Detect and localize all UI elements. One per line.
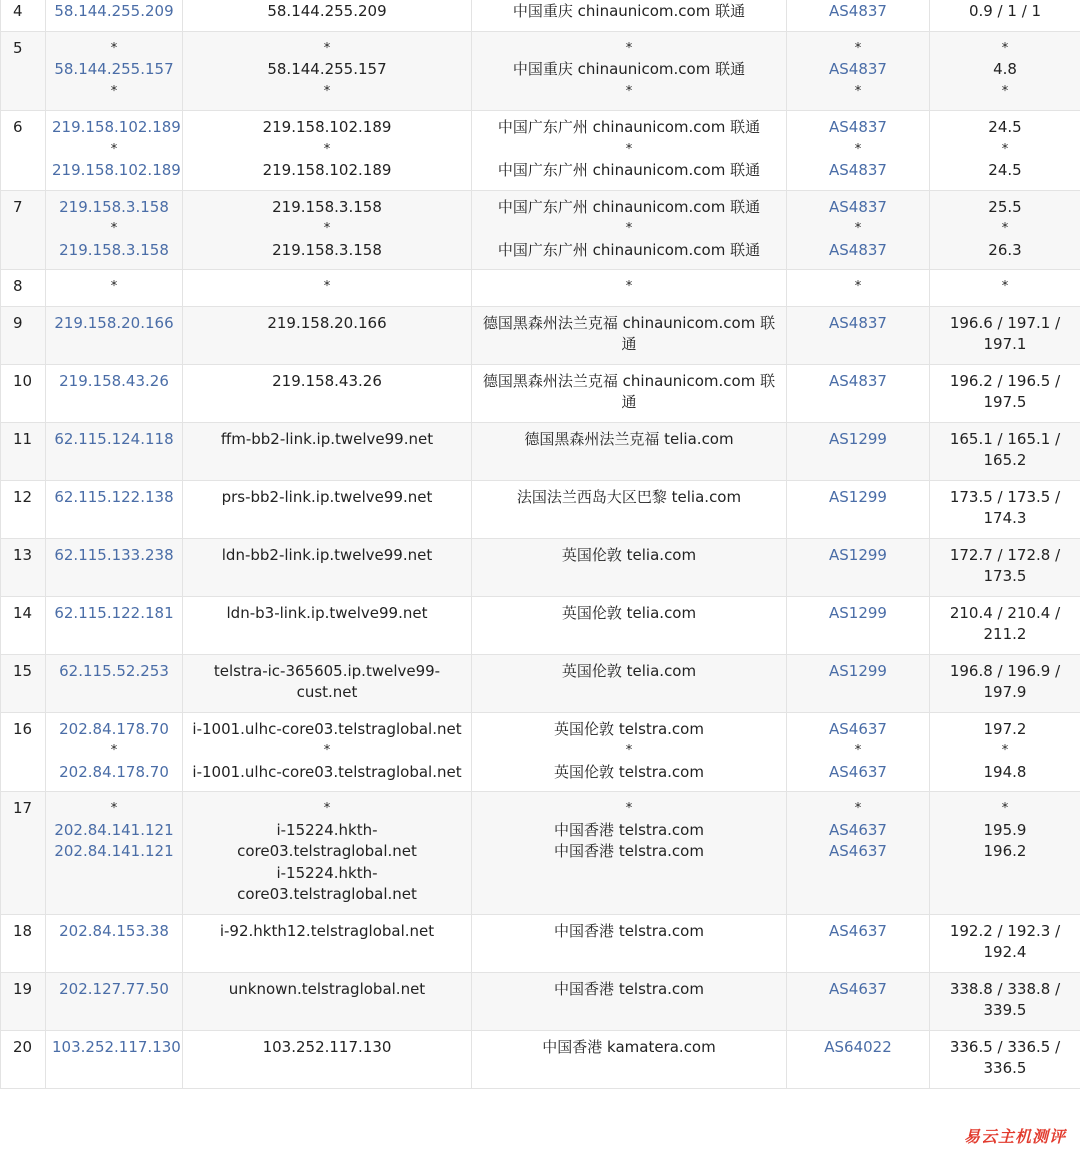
timeout-marker: *: [110, 221, 118, 236]
hostname-cell-value: ffm-bb2-link.ip.twelve99.net: [220, 429, 434, 448]
timeout-marker: *: [1001, 40, 1009, 56]
hostname-cell-value: 219.158.3.158: [272, 240, 382, 259]
timeout-marker: *: [625, 40, 633, 56]
asn-cell-value[interactable]: AS1299: [829, 429, 887, 448]
location-cell: [472, 0, 787, 31]
asn-cell-value[interactable]: AS4837: [829, 2, 887, 20]
location-cell-value: 中国香港 telstra.com: [554, 921, 704, 940]
ip-cell-value[interactable]: 202.84.141.121: [54, 842, 174, 860]
table-row: [1, 306, 1080, 364]
table-row: [1, 654, 1080, 712]
hop-cell: [1, 422, 46, 480]
ip-cell: [46, 190, 183, 270]
asn-cell-value[interactable]: AS1299: [829, 603, 887, 622]
asn-cell: [787, 0, 930, 31]
location-cell-value: 中国香港 telstra.com: [554, 820, 704, 839]
rtt-cell-value: 196.2 / 196.5 / 197.5: [949, 371, 1061, 411]
location-cell-value: 英国伦敦 telia.com: [561, 661, 697, 680]
asn-cell-value[interactable]: AS64022: [824, 1037, 892, 1056]
timeout-marker: *: [323, 801, 331, 816]
location-cell-value: 中国广东广州 chinaunicom.com 联通: [497, 118, 761, 136]
ip-cell-value[interactable]: 219.158.43.26: [59, 371, 169, 390]
hostname-cell: [183, 111, 472, 191]
asn-cell-value[interactable]: AS4837: [829, 240, 887, 259]
hop-number: 15: [13, 661, 33, 680]
timeout-marker: *: [625, 279, 633, 294]
table-row: [1, 190, 1080, 270]
timeout-marker: *: [625, 141, 633, 157]
hostname-cell: [183, 422, 472, 480]
timeout-marker: *: [110, 141, 118, 157]
table-row: [1, 0, 1080, 31]
timeout-marker: *: [323, 279, 331, 294]
hop-number: 19: [13, 979, 33, 998]
location-cell: [472, 364, 787, 422]
hop-cell: [1, 792, 46, 915]
ip-cell: [46, 270, 183, 307]
watermark: 易云主机测评: [963, 1127, 1066, 1146]
ip-cell: [46, 596, 183, 654]
hostname-cell: [183, 306, 472, 364]
rtt-cell-value: 197.2: [983, 719, 1027, 738]
rtt-cell-value: 25.5: [988, 197, 1022, 216]
location-cell-value: 中国香港 telstra.com: [554, 842, 704, 860]
asn-cell: [787, 422, 930, 480]
location-cell: [472, 654, 787, 712]
location-cell: [472, 480, 787, 538]
hop-number: 4: [13, 2, 23, 20]
location-cell: [472, 596, 787, 654]
asn-cell: [787, 306, 930, 364]
rtt-cell: [930, 914, 1080, 972]
ip-cell-value[interactable]: 62.115.124.118: [54, 429, 174, 448]
table-row: [1, 422, 1080, 480]
hostname-cell-value: 58.144.255.209: [267, 2, 387, 20]
rtt-cell: [930, 0, 1080, 31]
hostname-cell-value: 219.158.102.189: [262, 161, 392, 179]
location-cell-value: 德国黑森州法兰克福 chinaunicom.com 联通: [482, 371, 776, 411]
hostname-cell: [183, 596, 472, 654]
ip-cell-value[interactable]: 62.115.122.181: [54, 603, 174, 622]
hop-cell: [1, 972, 46, 1030]
rtt-cell-value: 336.5 / 336.5 / 336.5: [949, 1037, 1061, 1077]
ip-cell-value[interactable]: 219.158.20.166: [54, 313, 174, 332]
rtt-cell-value: 24.5: [988, 118, 1022, 136]
location-cell-value: 中国香港 kamatera.com: [542, 1037, 716, 1056]
timeout-marker: *: [854, 83, 862, 99]
rtt-cell-value: 172.7 / 172.8 / 173.5: [949, 545, 1061, 585]
location-cell: [472, 31, 787, 111]
ip-cell-value[interactable]: 58.144.255.209: [54, 2, 174, 20]
hop-number: 11: [13, 429, 33, 448]
timeout-marker: *: [854, 40, 862, 56]
rtt-cell: [930, 270, 1080, 307]
table-row: [1, 596, 1080, 654]
table-row: [1, 270, 1080, 307]
location-cell-value: 英国伦敦 telia.com: [561, 603, 697, 622]
timeout-marker: *: [110, 83, 118, 99]
location-cell-value: 英国伦敦 telstra.com: [554, 719, 704, 738]
location-cell: [472, 111, 787, 191]
rtt-cell: [930, 31, 1080, 111]
ip-cell-value[interactable]: 202.127.77.50: [59, 979, 169, 998]
hostname-cell-value: i-1001.ulhc-core03.telstraglobal.net: [192, 719, 462, 738]
hostname-cell: [183, 712, 472, 792]
hop-cell: [1, 538, 46, 596]
ip-cell: [46, 31, 183, 111]
asn-cell: [787, 1030, 930, 1088]
rtt-cell-value: 195.9: [983, 820, 1027, 839]
timeout-marker: *: [1001, 279, 1009, 294]
asn-cell-value[interactable]: AS1299: [829, 661, 887, 680]
hostname-cell-value: 219.158.43.26: [272, 371, 382, 390]
ip-cell: [46, 364, 183, 422]
location-cell: [472, 792, 787, 915]
location-cell: [472, 190, 787, 270]
ip-cell: [46, 792, 183, 915]
hop-cell: [1, 31, 46, 111]
asn-cell-value[interactable]: AS4837: [829, 371, 887, 390]
ip-cell-value[interactable]: 202.84.141.121: [54, 820, 174, 839]
hostname-cell: [183, 364, 472, 422]
hop-number: 9: [13, 313, 23, 332]
rtt-cell-value: 24.5: [988, 161, 1022, 179]
ip-cell-value[interactable]: 103.252.117.130: [52, 1037, 181, 1056]
timeout-marker: *: [110, 40, 118, 56]
ip-cell: [46, 422, 183, 480]
rtt-cell-value: 196.6 / 197.1 / 197.1: [949, 313, 1061, 353]
hostname-cell-value: i-15224.hkth-core03.telstraglobal.net: [237, 863, 417, 903]
asn-cell: [787, 914, 930, 972]
timeout-marker: *: [1001, 221, 1009, 236]
timeout-marker: *: [854, 801, 862, 816]
rtt-cell: [930, 480, 1080, 538]
hop-number: 20: [13, 1037, 33, 1056]
table-row: [1, 712, 1080, 792]
location-cell: [472, 306, 787, 364]
ip-cell-value[interactable]: 62.115.133.238: [54, 545, 174, 564]
hop-cell: [1, 364, 46, 422]
asn-cell: [787, 792, 930, 915]
table-row: [1, 1030, 1080, 1088]
ip-cell: [46, 914, 183, 972]
hostname-cell: [183, 190, 472, 270]
asn-cell-value[interactable]: AS4837: [829, 313, 887, 332]
hostname-cell-value: i-1001.ulhc-core03.telstraglobal.net: [192, 762, 462, 781]
ip-cell: [46, 111, 183, 191]
rtt-cell-value: 173.5 / 173.5 / 174.3: [949, 487, 1061, 527]
table-row: [1, 972, 1080, 1030]
hop-number: 14: [13, 603, 33, 622]
hop-cell: [1, 480, 46, 538]
hop-cell: [1, 596, 46, 654]
location-cell-value: 德国黑森州法兰克福 chinaunicom.com 联通: [482, 313, 776, 353]
hostname-cell-value: prs-bb2-link.ip.twelve99.net: [221, 487, 433, 506]
location-cell: [472, 712, 787, 792]
hostname-cell-value: 219.158.20.166: [267, 313, 387, 332]
location-cell-value: 法国法兰西岛大区巴黎 telia.com: [516, 487, 742, 506]
timeout-marker: *: [1001, 743, 1009, 758]
rtt-cell-value: 196.8 / 196.9 / 197.9: [949, 661, 1061, 701]
asn-cell-value[interactable]: AS4837: [829, 118, 887, 136]
timeout-marker: *: [854, 743, 862, 758]
rtt-cell: [930, 111, 1080, 191]
ip-cell: [46, 538, 183, 596]
ip-cell-value[interactable]: 58.144.255.157: [54, 60, 174, 78]
hostname-cell: [183, 538, 472, 596]
location-cell: [472, 972, 787, 1030]
hop-cell: [1, 914, 46, 972]
table-row: [1, 31, 1080, 111]
location-cell-value: 中国重庆 chinaunicom.com 联通: [512, 2, 746, 20]
table-row: [1, 364, 1080, 422]
rtt-cell: [930, 1030, 1080, 1088]
location-cell-value: 德国黑森州法兰克福 telia.com: [524, 429, 734, 448]
location-cell: [472, 538, 787, 596]
location-cell: [472, 270, 787, 307]
rtt-cell: [930, 422, 1080, 480]
timeout-marker: *: [854, 141, 862, 157]
ip-cell-value[interactable]: 219.158.102.189: [52, 118, 181, 136]
timeout-marker: *: [323, 743, 331, 758]
asn-cell-value[interactable]: AS4637: [829, 762, 887, 781]
asn-cell-value[interactable]: AS4637: [829, 820, 887, 839]
hop-number: 17: [13, 799, 33, 817]
table-row: [1, 792, 1080, 915]
timeout-marker: *: [625, 221, 633, 236]
asn-cell: [787, 538, 930, 596]
hostname-cell-value: 219.158.102.189: [262, 118, 392, 136]
asn-cell: [787, 31, 930, 111]
timeout-marker: *: [625, 83, 633, 99]
hostname-cell: [183, 972, 472, 1030]
ip-cell-value[interactable]: 219.158.102.189: [52, 161, 181, 179]
ip-cell: [46, 0, 183, 31]
hop-number: 7: [13, 197, 23, 216]
ip-cell: [46, 972, 183, 1030]
hostname-cell-value: ldn-bb2-link.ip.twelve99.net: [221, 545, 433, 564]
asn-cell: [787, 712, 930, 792]
hostname-cell-value: telstra-ic-365605.ip.twelve99-cust.net: [213, 661, 441, 701]
ip-cell-value[interactable]: 202.84.178.70: [59, 719, 169, 738]
hostname-cell: [183, 914, 472, 972]
hop-number: 16: [13, 719, 33, 738]
hostname-cell-value: unknown.telstraglobal.net: [228, 979, 426, 998]
timeout-marker: *: [110, 801, 118, 816]
location-cell-value: 英国伦敦 telia.com: [561, 545, 697, 564]
rtt-cell: [930, 190, 1080, 270]
hop-cell: [1, 712, 46, 792]
asn-cell: [787, 596, 930, 654]
hop-number: 10: [13, 371, 33, 390]
rtt-cell: [930, 792, 1080, 915]
asn-cell-value[interactable]: AS4637: [829, 842, 887, 860]
timeout-marker: *: [110, 743, 118, 758]
asn-cell-value[interactable]: AS4837: [829, 197, 887, 216]
rtt-cell-value: 196.2: [983, 842, 1027, 860]
timeout-marker: *: [1001, 83, 1009, 99]
table-row: [1, 538, 1080, 596]
timeout-marker: *: [625, 801, 633, 816]
hop-number: 8: [13, 277, 23, 295]
rtt-cell-value: 4.8: [993, 60, 1017, 78]
location-cell-value: 英国伦敦 telstra.com: [554, 762, 704, 781]
hostname-cell: [183, 480, 472, 538]
hop-cell: [1, 306, 46, 364]
hop-number: 5: [13, 38, 23, 57]
asn-cell-value[interactable]: AS1299: [829, 545, 887, 564]
asn-cell: [787, 111, 930, 191]
timeout-marker: *: [854, 221, 862, 236]
asn-cell: [787, 480, 930, 538]
rtt-cell-value: 210.4 / 210.4 / 211.2: [949, 603, 1061, 643]
table-row: [1, 480, 1080, 538]
rtt-cell-value: 165.1 / 165.1 / 165.2: [949, 429, 1061, 469]
hostname-cell: [183, 0, 472, 31]
ip-cell-value[interactable]: 219.158.3.158: [59, 240, 169, 259]
table-row: [1, 111, 1080, 191]
timeout-marker: *: [323, 40, 331, 56]
hop-number: 18: [13, 921, 33, 940]
asn-cell-value[interactable]: AS4837: [829, 161, 887, 179]
hop-cell: [1, 111, 46, 191]
ip-cell-value[interactable]: 62.115.122.138: [54, 487, 174, 506]
asn-cell-value[interactable]: AS4637: [829, 719, 887, 738]
location-cell-value: 中国广东广州 chinaunicom.com 联通: [497, 161, 761, 179]
timeout-marker: *: [110, 279, 118, 294]
timeout-marker: *: [323, 83, 331, 99]
hostname-cell: [183, 792, 472, 915]
asn-cell: [787, 654, 930, 712]
ip-cell-value[interactable]: 219.158.3.158: [59, 197, 169, 216]
hop-number: 6: [13, 118, 23, 136]
hop-cell: [1, 0, 46, 31]
rtt-cell: [930, 306, 1080, 364]
asn-cell-value[interactable]: AS4637: [829, 921, 887, 940]
hostname-cell: [183, 654, 472, 712]
hostname-cell-value: 103.252.117.130: [262, 1037, 392, 1056]
timeout-marker: *: [323, 221, 331, 236]
hop-cell: [1, 270, 46, 307]
rtt-cell: [930, 538, 1080, 596]
rtt-cell-value: 26.3: [988, 240, 1022, 259]
asn-cell-value[interactable]: AS4837: [829, 60, 887, 78]
asn-cell: [787, 972, 930, 1030]
hostname-cell: [183, 270, 472, 307]
hostname-cell-value: 58.144.255.157: [267, 60, 387, 78]
hostname-cell-value: i-15224.hkth-core03.telstraglobal.net: [237, 820, 417, 860]
rtt-cell: [930, 596, 1080, 654]
ip-cell: [46, 654, 183, 712]
location-cell-value: 中国重庆 chinaunicom.com 联通: [512, 60, 746, 78]
location-cell: [472, 422, 787, 480]
hostname-cell-value: ldn-b3-link.ip.twelve99.net: [226, 603, 428, 622]
hostname-cell-value: 219.158.3.158: [272, 197, 382, 216]
asn-cell-value[interactable]: AS4637: [829, 979, 887, 998]
ip-cell: [46, 306, 183, 364]
ip-cell-value[interactable]: 62.115.52.253: [59, 661, 169, 680]
hop-number: 13: [13, 545, 33, 564]
table-row: [1, 914, 1080, 972]
rtt-cell-value: 338.8 / 338.8 / 339.5: [949, 979, 1061, 1019]
hop-cell: [1, 1030, 46, 1088]
ip-cell: [46, 1030, 183, 1088]
asn-cell: [787, 364, 930, 422]
timeout-marker: *: [854, 279, 862, 294]
location-cell: [472, 1030, 787, 1088]
asn-cell-value[interactable]: AS1299: [829, 487, 887, 506]
location-cell: [472, 914, 787, 972]
ip-cell-value[interactable]: 202.84.153.38: [59, 921, 169, 940]
rtt-cell-value: 0.9 / 1 / 1: [968, 2, 1042, 20]
location-cell-value: 中国广东广州 chinaunicom.com 联通: [497, 240, 761, 259]
timeout-marker: *: [625, 743, 633, 758]
rtt-cell: [930, 972, 1080, 1030]
timeout-marker: *: [323, 141, 331, 157]
ip-cell-value[interactable]: 202.84.178.70: [59, 762, 169, 781]
hostname-cell-value: i-92.hkth12.telstraglobal.net: [219, 921, 435, 940]
timeout-marker: *: [1001, 801, 1009, 816]
rtt-cell: [930, 654, 1080, 712]
rtt-cell-value: 192.2 / 192.3 / 192.4: [949, 921, 1061, 961]
rtt-cell: [930, 364, 1080, 422]
hostname-cell: [183, 31, 472, 111]
timeout-marker: *: [1001, 141, 1009, 157]
hostname-cell: [183, 1030, 472, 1088]
rtt-cell-value: 194.8: [983, 762, 1027, 781]
location-cell-value: 中国香港 telstra.com: [554, 979, 704, 998]
asn-cell: [787, 270, 930, 307]
hop-cell: [1, 654, 46, 712]
asn-cell: [787, 190, 930, 270]
ip-cell: [46, 480, 183, 538]
ip-cell: [46, 712, 183, 792]
location-cell-value: 中国广东广州 chinaunicom.com 联通: [497, 197, 761, 216]
hop-number: 12: [13, 487, 33, 506]
hop-cell: [1, 190, 46, 270]
rtt-cell: [930, 712, 1080, 792]
